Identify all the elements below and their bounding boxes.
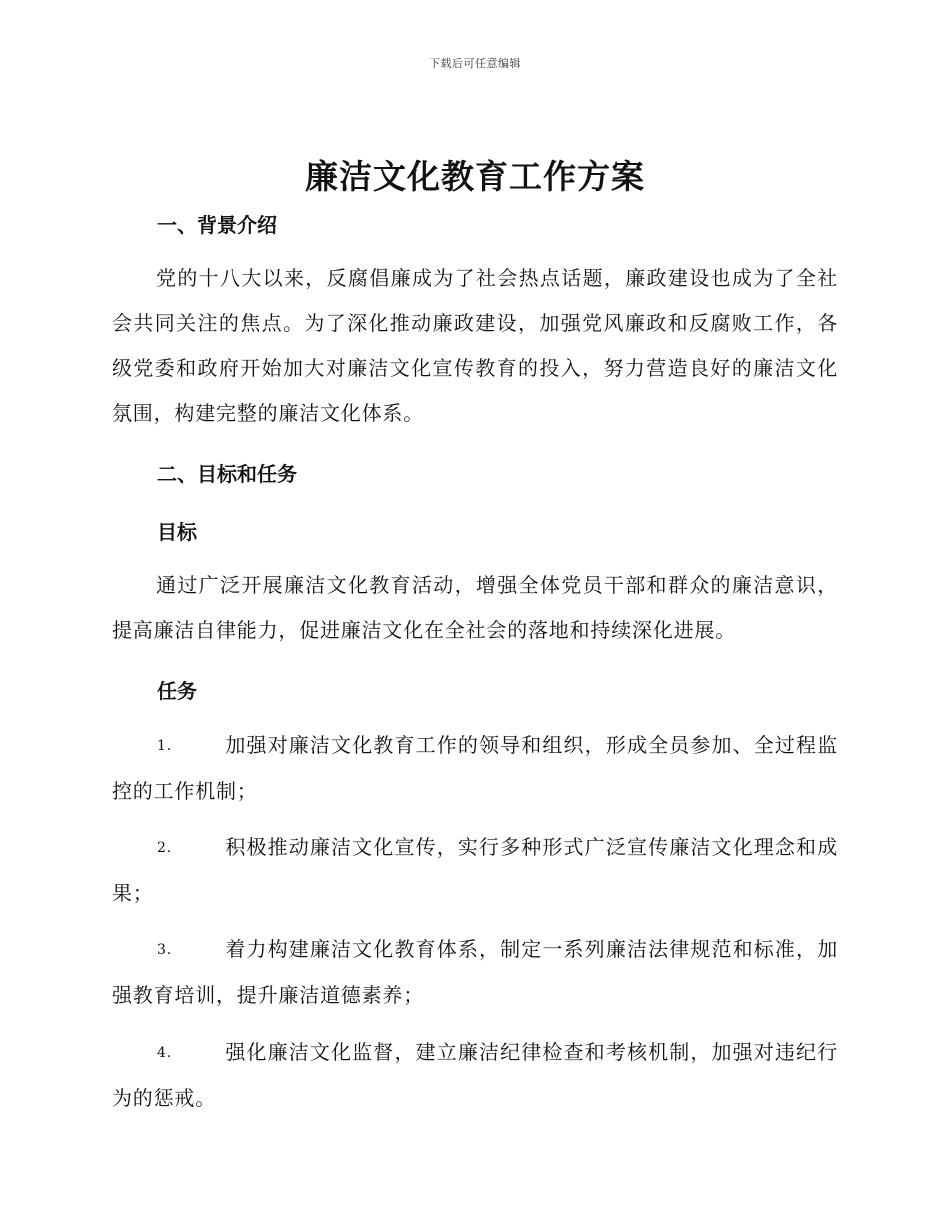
task-number: 4. [157,1045,172,1061]
section-heading-background: 一、背景介绍 [157,213,277,237]
header-note: 下载后可任意编辑 [429,57,521,70]
task-list-item [112,825,838,916]
goal-subheading: 目标 [157,520,197,544]
task-subheading: 任务 [157,679,197,703]
task-list-item [112,723,838,814]
task-number: 2. [157,840,172,856]
task-text: 着力构建廉洁文化教育体系，制定一系列廉洁法律规范和标准，加强教育培训，提升廉洁道德素养； [112,937,838,1007]
document-title: 廉洁文化教育工作方案 [305,157,645,196]
task-list-item [112,927,838,1018]
task-text: 加强对廉洁文化教育工作的领导和组织，形成全员参加、全过程监控的工作机制； [112,733,838,803]
task-list-item [112,1030,838,1121]
task-text: 强化廉洁文化监督，建立廉洁纪律检查和考核机制，加强对违纪行为的惩戒。 [112,1040,838,1110]
section-heading-goals: 二、目标和任务 [157,462,297,486]
background-paragraph: 党的十八大以来，反腐倡廉成为了社会热点话题，廉政建设也成为了全社会共同关注的焦点。为了深化推动廉政建设，加强党风廉政和反腐败工作，各级党委和政府开始加大对廉洁文化宣传教育的投入，努力营造良好的廉洁文化氛围，构建完整的廉洁文化体系。 [112,266,838,425]
goal-paragraph: 通过广泛开展廉洁文化教育活动，增强全体党员干部和群众的廉洁意识，提高廉洁自律能力，促进廉洁文化在全社会的落地和持续深化进展。 [112,573,838,642]
task-number: 3. [157,942,172,958]
task-number: 1. [157,738,172,754]
task-text: 积极推动廉洁文化宣传，实行多种形式广泛宣传廉洁文化理念和成果； [112,835,838,905]
